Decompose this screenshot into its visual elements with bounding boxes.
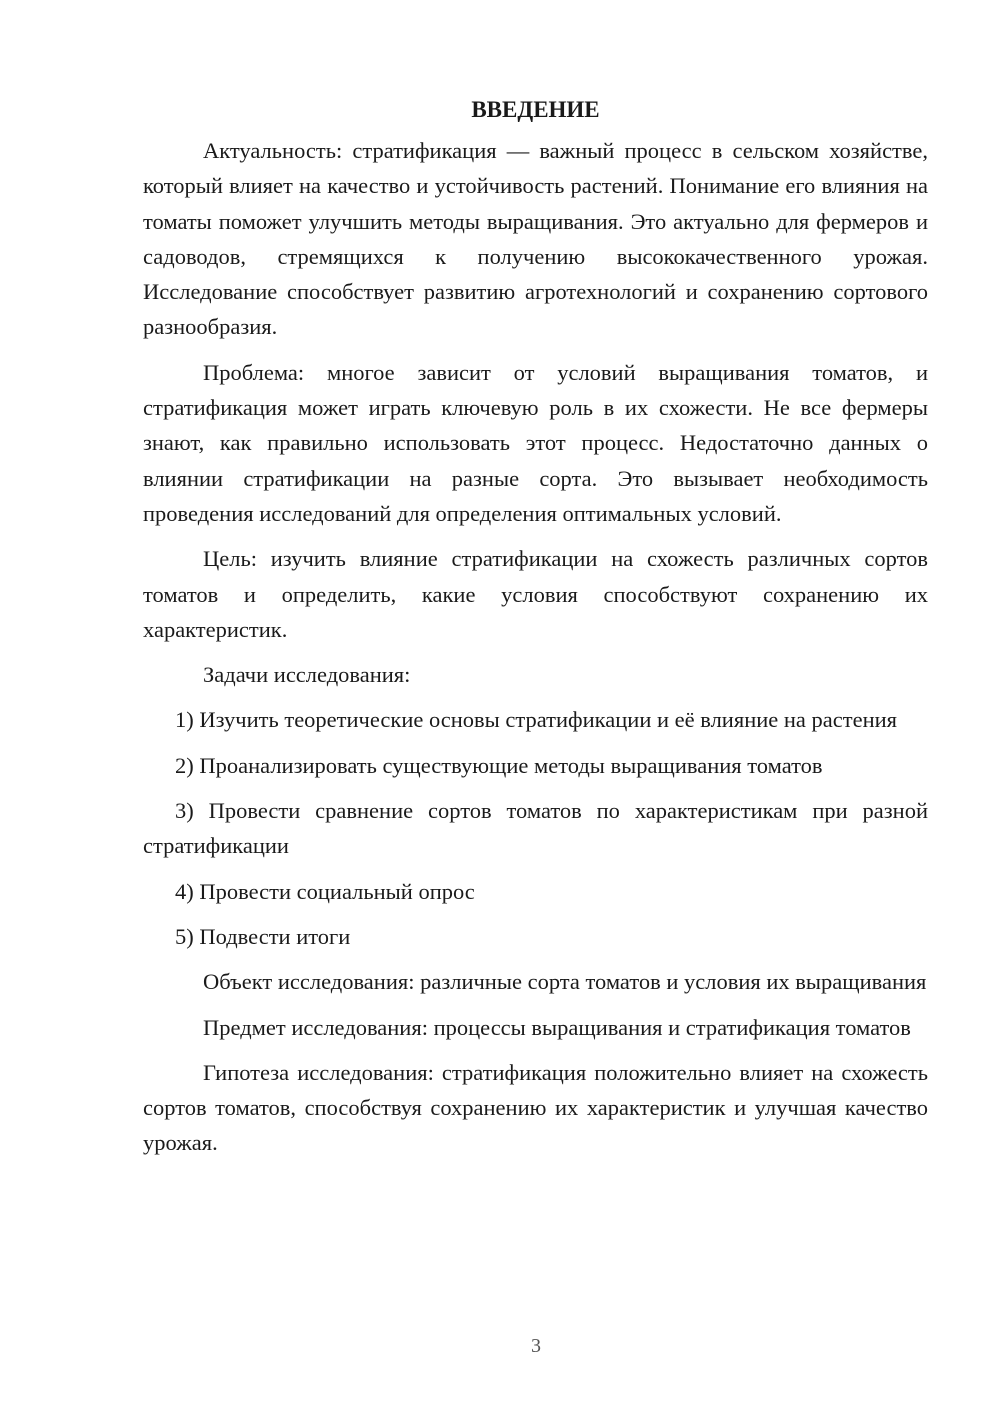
tasks-heading: Задачи исследования: (203, 662, 411, 688)
task-item-2: 2) Проанализировать существующие методы выращивания томатов (175, 752, 823, 778)
task-item-5: 5) Подвести итоги (175, 923, 351, 949)
paragraph-subject: Предмет исследования: процессы выращивания и стратификация томатов (203, 1014, 911, 1040)
paragraph-relevance: Актуальность: стратификация — важный процесс в сельском хозяйстве, который влияет на качество и устойчивость растений. Понимание его влияния на томаты поможет улучшить методы выращивания. Это актуально для фермеров и садоводов, стремящихся к получению высококачественного урожая. Исследование способствует развитию агротехнологий и сохранению сортового разнообразия. (143, 138, 928, 340)
paragraph-object: Объект исследования: различные сорта томатов и условия их выращивания (203, 969, 927, 995)
page-number: 3 (531, 1335, 541, 1357)
task-item-4: 4) Провести социальный опрос (175, 878, 475, 904)
section-title: ВВЕДЕНИЕ (471, 97, 600, 122)
task-item-3: 3) Провести сравнение сортов томатов по характеристикам при разной стратификации (143, 798, 928, 859)
document-page (143, 92, 928, 1171)
task-item-1: 1) Изучить теоретические основы стратификации и её влияние на растения (175, 707, 898, 733)
paragraph-hypothesis: Гипотеза исследования: стратификация положительно влияет на схожесть сортов томатов, способствуя сохранению их характеристик и улучшая качество урожая. (143, 1059, 928, 1156)
paragraph-goal: Цель: изучить влияние стратификации на схожесть различных сортов томатов и определить, какие условия способствуют сохранению их характеристик. (143, 546, 928, 642)
paragraph-problem: Проблема: многое зависит от условий выращивания томатов, и стратификация может играть ключевую роль в их схожести. Не все фермеры знают, как правильно использовать этот процесс. Недостаточно данных о влиянии стратификации на разные сорта. Это вызывает необходимость проведения исследований для определения оптимальных условий. (143, 359, 928, 526)
